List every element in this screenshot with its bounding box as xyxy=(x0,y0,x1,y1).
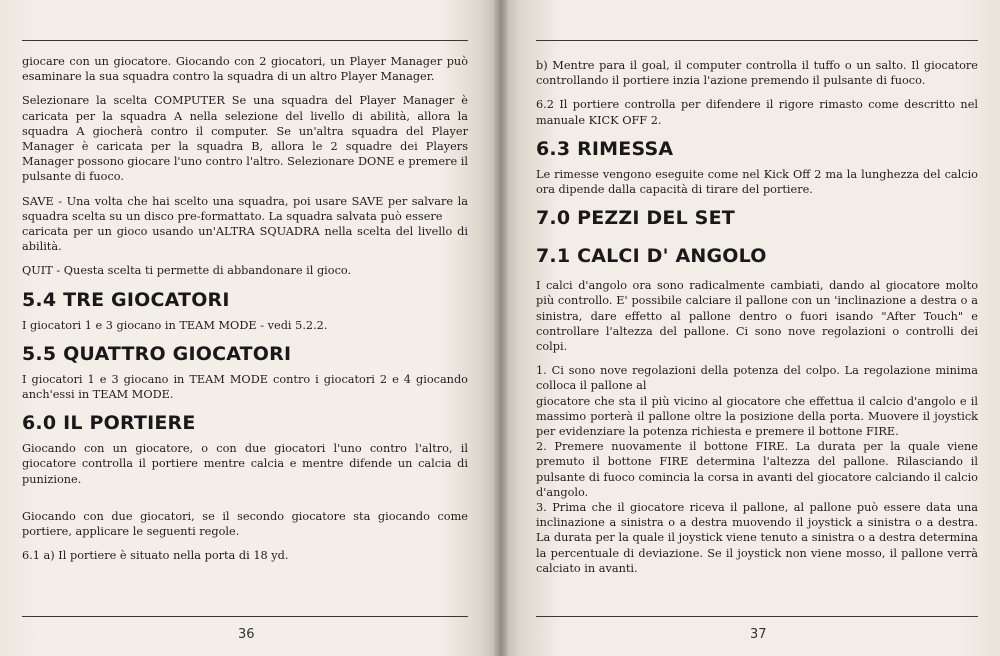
page-number: 37 xyxy=(750,627,767,642)
paragraph: 6.1 a) Il portiere è situato nella porta di 18 yd. xyxy=(22,549,289,563)
section-heading: 6.3 RIMESSA xyxy=(536,137,674,160)
paragraph: SAVE - Una volta che hai scelto una squadra, poi usare SAVE per salvare la squadra scelta su un disco pre-formattato. La squadra salvata può essere xyxy=(22,194,468,223)
right-page xyxy=(500,0,1000,656)
bottom-rule xyxy=(536,616,978,617)
paragraph: Giocando con un giocatore, o con due giocatori l'uno contro l'altro, il giocatore controlla il portiere mentre calcia e mentre difende un calcia di punizione. xyxy=(22,442,468,486)
paragraph: caricata per un gioco usando un'ALTRA SQUADRA nella scelta del livello di abilità. xyxy=(22,225,468,254)
book-gutter xyxy=(494,0,508,656)
paragraph: b) Mentre para il goal, il computer controlla il tuffo o un salto. Il giocatore controllando il portiere inzia l'azione premendo il pulsante di fuoco. xyxy=(536,59,978,88)
top-rule xyxy=(536,40,978,41)
paragraph: I giocatori 1 e 3 giocano in TEAM MODE contro i giocatori 2 e 4 giocando anch'essi in TEAM MODE. xyxy=(22,372,468,402)
top-rule xyxy=(22,40,468,41)
paragraph: QUIT - Questa scelta ti permette di abbandonare il gioco. xyxy=(22,264,352,278)
section-heading: 7.1 CALCI D' ANGOLO xyxy=(536,245,767,268)
left-page-text xyxy=(22,54,468,572)
paragraph: Giocando con due giocatori, se il secondo giocatore sta giocando come portiere, applicare le seguenti regole. xyxy=(22,509,468,539)
list-item: giocatore che sta il più vicino al giocatore che effettua il calcio d'angolo e il massimo porterà il pallone oltre la posizione della porta. Muovere il joystick per evidenziare la potenza richiesta e premere il bottone FIRE. xyxy=(536,394,978,439)
paragraph: giocare con un giocatore. Giocando con 2 giocatori, un Player Manager può esaminare la sua squadra contro la squadra di un altro Player Manager. xyxy=(22,55,468,84)
paragraph: I giocatori 1 e 3 giocano in TEAM MODE - vedi 5.2.2. xyxy=(22,318,328,332)
section-heading: 5.5 QUATTRO GIOCATORI xyxy=(22,342,292,365)
bottom-rule xyxy=(22,616,468,617)
paragraph: I calci d'angolo ora sono radicalmente cambiati, dando al giocatore molto più controllo. E' possibile calciare il pallone con un 'inclinazione a destra o a sinistra, dare effetto al pallone dentro o fuori isando "After Touch" e controllare l'altezza del pallone. Ci sono nove regolazioni o controlli dei colpi. xyxy=(536,279,978,354)
section-heading: 6.0 IL PORTIERE xyxy=(22,412,196,435)
list-item: 3. Prima che il giocatore riceva il pallone, al pallone può essere data una inclinazione a sinistra o a destra muovendo il joystick a sinistra o a destra. La durata per la quale il joystick viene tenuto a sinistra o a destra determina la percentuale di deviazione. Se il joystick non viene mosso, il pallone verrà calciato in avanti. xyxy=(536,501,978,575)
paragraph: Selezionare la scelta COMPUTER Se una squadra del Player Manager è caricata per la squadra A nella selezione del livello di abilità, allora la squadra A giocherà contro il computer. Se un'altra squadra del Player Manager è caricata per la squadra B, allora le 2 squadre dei Players Manager possono giocare l'uno contro l'altro. Selezionare DONE e premere il pulsante di fuoco. xyxy=(22,94,468,184)
section-heading: 7.0 PEZZI DEL SET xyxy=(536,207,735,230)
list-item: 1. Ci sono nove regolazioni della potenza del colpo. La regolazione minima colloca il pallone al xyxy=(536,364,978,393)
right-page-text xyxy=(536,58,978,576)
section-heading: 5.4 TRE GIOCATORI xyxy=(22,288,230,311)
paragraph: Le rimesse vengono eseguite come nel Kick Off 2 ma la lunghezza del calcio ora dipende dalla capacità di tirare del portiere. xyxy=(536,167,978,197)
paragraph: 6.2 Il portiere controlla per difendere il rigore rimasto come descritto nel manuale KICK OFF 2. xyxy=(536,98,978,127)
list-item: 2. Premere nuovamente il bottone FIRE. La durata per la quale viene premuto il bottone FIRE determina l'altezza del pallone. Rilasciando il pulsante di fuoco comincia la corsa in avanti del giocatore calciando il calcio d'angolo. xyxy=(536,440,978,499)
page-number: 36 xyxy=(238,627,255,642)
